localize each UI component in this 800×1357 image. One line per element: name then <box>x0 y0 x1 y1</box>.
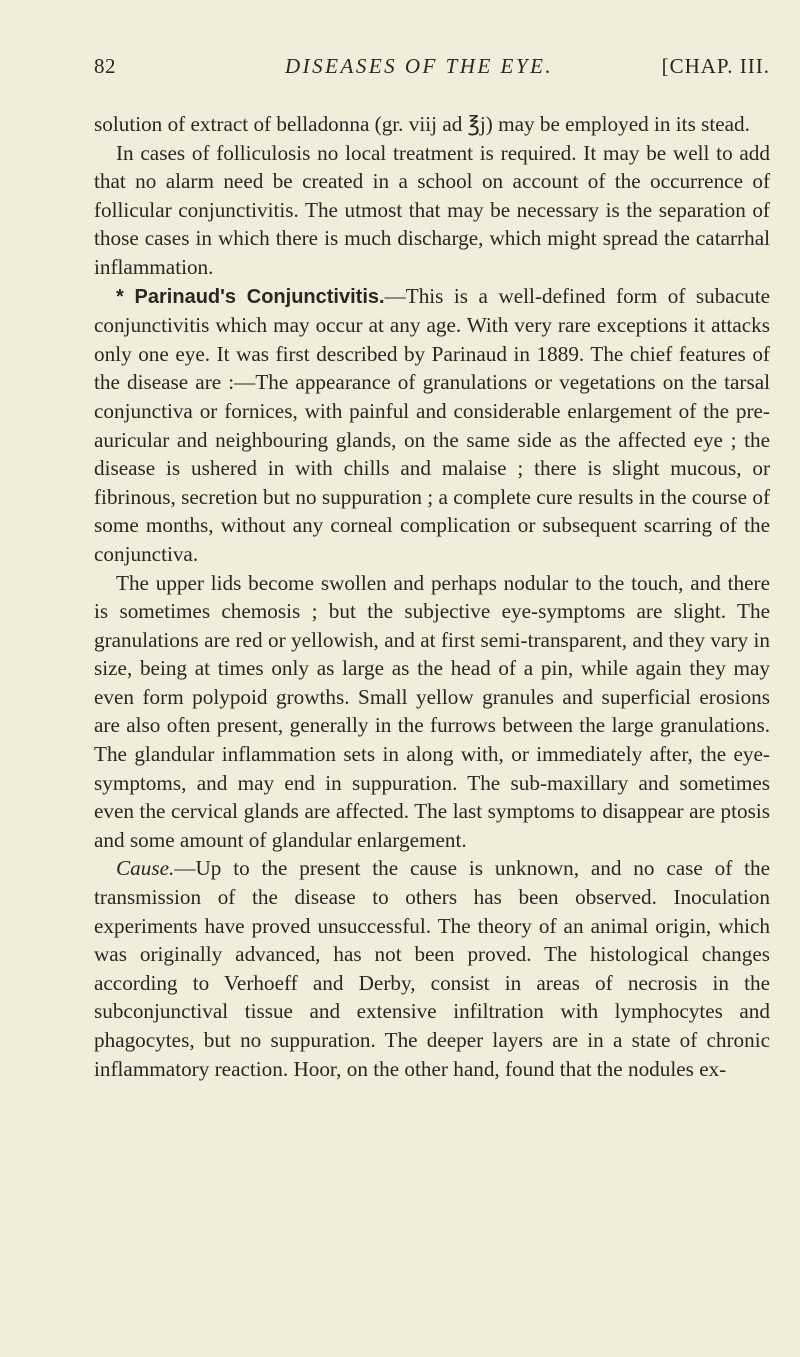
subsection-heading: Cause. <box>116 856 175 881</box>
paragraph-text: —This is a well-defined form of subacute conjunctivitis which may occur at any age. With very rare exceptions it attacks only one eye. It was first described by Parinaud in 1889. The chief features of the disease are :—The appearance of granulations or vegetations on the tarsal conjunctiva or fornices, with painful and considerable enlargement of the pre-auricular and neighbouring glands, on the same side as the affected eye ; the disease is ushered in with chills and malaise ; there is slight mucous, or fibrinous, secretion but no suppuration ; a complete cure results in the course of some months, without any corneal complication or subsequent scarring of the conjunctiva. <box>94 283 771 566</box>
paragraph-text: solution of extract of belladonna (gr. viij ad ℥j) may be employed in its stead. <box>94 112 750 136</box>
paragraph-text: —Up to the present the cause is unknown, and no case of the transmission of the disease to others has been observed. Inoculation experiments have proved unsuccessful. The theory of an animal origin, which was originally advanced, has not been proved. The histological changes according to Verhoeff and Derby, consist in areas of necrosis in the subconjunctival tissue and extensive infiltration with lymphocytes and phagocytes, but no suppuration. The deeper layers are in a state of chronic inflammatory reaction. Hoor, on the other hand, found that the nodules ex- <box>94 856 770 1081</box>
page-number: 82 <box>94 54 116 78</box>
paragraph-parinauds-conjunctivitis <box>94 282 770 569</box>
paragraph-symptoms <box>94 569 770 855</box>
paragraph-folliculosis-treatment <box>94 139 770 282</box>
running-title: DISEASES OF THE EYE. <box>285 54 554 78</box>
paragraph-text: In cases of folliculosis no local treatment is required. It may be well to add that no alarm need be created in a school on account of the occurrence of follicular conjunctivitis. The utmost that may be necessary is the separation of those cases in which there is much discharge, which might spread the catarrhal inflammation. <box>94 140 770 279</box>
paragraph-text: The upper lids become swollen and perhaps nodular to the touch, and there is sometimes chemosis ; but the subjective eye-symptoms are slight. The granulations are red or yellowish, and at first semi-transparent, and they vary in size, being at times only as large as the head of a pin, while again they may even form polypoid growths. Small yellow granules and superficial erosions are also often present, generally in the furrows between the large granulations. The glandular inflammation sets in along with, or immediately after, the eye-symptoms, and may end in suppuration. The sub-maxillary and sometimes even the cervical glands are affected. The last symptoms to disappear are ptosis and some amount of glandular enlargement. <box>94 570 770 852</box>
section-heading: * Parinaud's Conjunctivitis. <box>116 285 385 308</box>
running-header <box>94 50 770 82</box>
chapter-label: [CHAP. III. <box>661 54 770 78</box>
body-text <box>94 110 770 1083</box>
paragraph-continuation <box>94 110 770 139</box>
paragraph-cause <box>94 854 770 1083</box>
